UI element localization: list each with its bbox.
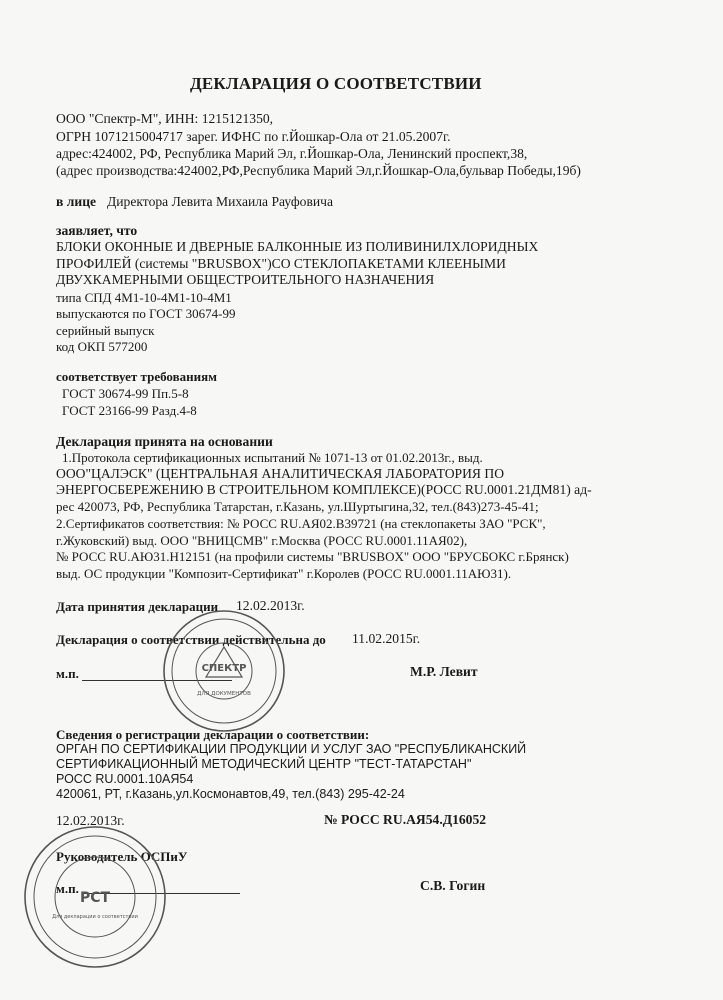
registration-line-3: РОСС RU.0001.10АЯ54 bbox=[56, 772, 194, 786]
requirements-label: соответствует требованиям bbox=[56, 369, 217, 384]
requirement-2: ГОСТ 23166-99 Разд.4-8 bbox=[62, 403, 197, 418]
basis-line-6: г.Жуковский) выд. ООО "ВНИЦСМВ" г.Москва (РОСС RU.0001.11АЯ02), bbox=[56, 533, 468, 548]
product-line-3: ДВУХКАМЕРНЫМИ ОБЩЕСТРОИТЕЛЬНОГО НАЗНАЧЕНИЯ bbox=[56, 272, 435, 287]
valid-until-value: 11.02.2015г. bbox=[352, 631, 421, 646]
product-line-2: ПРОФИЛЕЙ (системы "BRUSBOX")СО СТЕКЛОПАКЕТАМИ КЛЕЕНЫМИ bbox=[56, 256, 506, 271]
company-stamp bbox=[160, 607, 288, 735]
stamp-1-text: СПЕКТР bbox=[201, 663, 247, 674]
requirement-1: ГОСТ 30674-99 Пп.5-8 bbox=[62, 386, 189, 401]
basis-label: Декларация принята на основании bbox=[56, 434, 273, 449]
registration-label: Сведения о регистрации декларации о соответствии: bbox=[56, 727, 370, 742]
applicant-line-2: ОГРН 1071215004717 зарег. ИФНС по г.Йошкар-Ола от 21.05.2007г. bbox=[56, 129, 451, 144]
stamp-2-subtext: Для декларации о соответствии bbox=[52, 914, 138, 920]
person-label: в лице bbox=[56, 194, 97, 209]
applicant-line-3: адрес:424002, РФ, Республика Марий Эл, г.Йошкар-Ола, Ленинский проспект,38, bbox=[56, 146, 528, 161]
stamp-1-subtext: ДЛЯ ДОКУМЕНТОВ bbox=[197, 691, 251, 697]
stamp-2-text: РСТ bbox=[79, 890, 111, 906]
serial-production: серийный выпуск bbox=[56, 323, 155, 338]
product-line-1: БЛОКИ ОКОННЫЕ И ДВЕРНЫЕ БАЛКОННЫЕ ИЗ ПОЛИВИНИЛХЛОРИДНЫХ bbox=[56, 239, 539, 254]
okp-code: код ОКП 577200 bbox=[56, 339, 148, 354]
product-standard: выпускаются по ГОСТ 30674-99 bbox=[56, 306, 236, 321]
basis-line-3: ЭНЕРГОСБЕРЕЖЕНИЮ В СТРОИТЕЛЬНОМ КОМПЛЕКСЕ)(РОСС RU.0001.21ДМ81) ад- bbox=[56, 482, 592, 497]
basis-line-1: 1.Протокола сертификационных испытаний № 1071-13 от 01.02.2013г., выд. bbox=[62, 450, 483, 465]
person-value: Директора Левита Михаила Рауфовича bbox=[107, 194, 334, 209]
registration-line-1: ОРГАН ПО СЕРТИФИКАЦИИ ПРОДУКЦИИ И УСЛУГ ЗАО "РЕСПУБЛИКАНСКИЙ bbox=[56, 742, 527, 756]
document-title: ДЕКЛАРАЦИЯ О СООТВЕТСТВИИ bbox=[190, 74, 482, 93]
product-type: типа СПД 4М1-10-4М1-10-4М1 bbox=[56, 290, 232, 305]
basis-line-7: № РОСС RU.АЮ31.Н12151 (на профили системы "BRUSBOX" ООО "БРУСБОКС г.Брянск) bbox=[56, 549, 569, 564]
applicant-line-1: ООО "Спектр-М", ИНН: 1215121350, bbox=[56, 111, 274, 126]
basis-line-5: 2.Сертификатов соответствия: № РОСС RU.АЯ02.В39721 (на стеклопакеты ЗАО "РСК", bbox=[56, 516, 546, 531]
seal-place-label-1: м.п. bbox=[56, 666, 79, 681]
basis-line-2: ООО"ЦАЛЭСК" (ЦЕНТРАЛЬНАЯ АНАЛИТИЧЕСКАЯ ЛАБОРАТОРИЯ ПО bbox=[56, 466, 505, 481]
seal-place-label-2: м.п. bbox=[56, 881, 79, 896]
accepted-date-value: 12.02.2013г. bbox=[236, 598, 305, 613]
accepted-date-label: Дата принятия декларации bbox=[56, 599, 219, 614]
registration-line-2: СЕРТИФИКАЦИОННЫЙ МЕТОДИЧЕСКИЙ ЦЕНТР "ТЕСТ-ТАТАРСТАН" bbox=[56, 757, 472, 771]
registration-line-4: 420061, РТ, г.Казань,ул.Космонавтов,49, тел.(843) 295-42-24 bbox=[56, 787, 405, 801]
valid-until-label: Декларация о соответствии действительна до bbox=[56, 632, 326, 647]
declares-label: заявляет, что bbox=[56, 223, 138, 238]
certification-body-stamp bbox=[20, 822, 170, 972]
basis-line-8: выд. ОС продукции "Композит-Сертификат" г.Королев (РОСС RU.0001.11АЮ31). bbox=[56, 566, 512, 581]
basis-line-4: рес 420073, РФ, Республика Татарстан, г.Казань, ул.Шуртыгина,32, тел.(843)273-45-41; bbox=[56, 499, 539, 514]
applicant-line-4: (адрес производства:424002,РФ,Республика Марий Эл,г.Йошкар-Ола,бульвар Победы,19б) bbox=[56, 163, 581, 178]
authority-head-label: Руководитель ОСПиУ bbox=[56, 849, 188, 864]
signatory-name-1: М.Р. Левит bbox=[410, 664, 478, 679]
signatory-name-2: С.В. Гогин bbox=[420, 878, 486, 893]
registration-number: № РОСС RU.АЯ54.Д16052 bbox=[324, 812, 487, 827]
registration-date: 12.02.2013г. bbox=[56, 813, 125, 828]
